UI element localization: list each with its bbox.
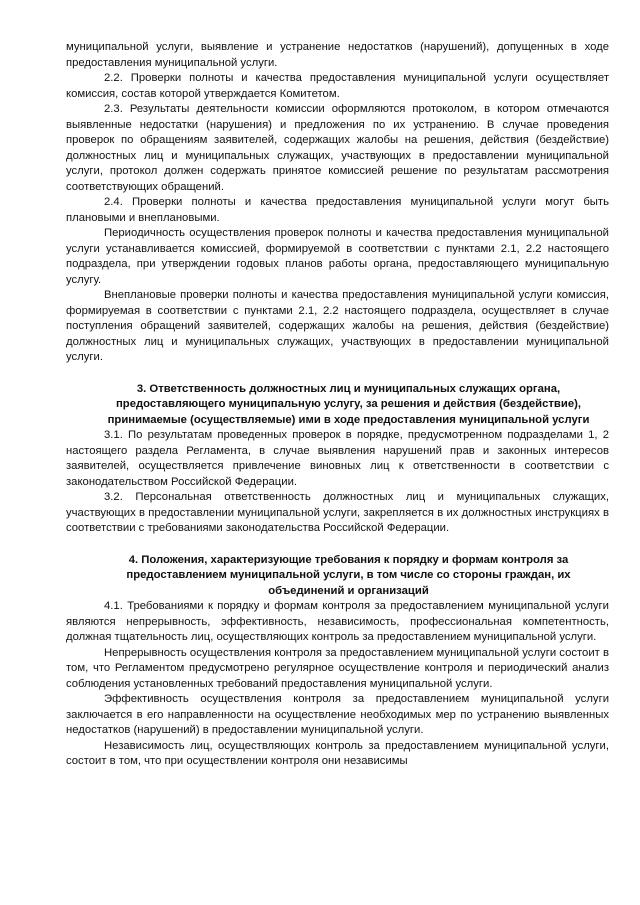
paragraph-unscheduled-checks: Внеплановые проверки полноты и качества предоставления муниципальной услуги комиссия, формируемая в соответствии с пунктами 2.1, 2.2 настоящего подраздела, осуществляет в случае поступления обращений заявителей, содержащих жалобы на решения, действия (бездействие) должностных лиц и муниципальных служащих, участвующих в предоставлении муниципальной услуги.: [66, 289, 609, 363]
section-4-heading: 4. Положения, характеризующие требования к порядку и формам контроля за предоставлением муниципальной услуги, в том числе со стороны граждан, их объединений и организаций: [126, 553, 571, 597]
paragraph-4-1: 4.1. Требованиями к порядку и формам контроля за предоставлением муниципальной услуги являются непрерывность, эффективность, независимость, профессиональная компетентность, должная тщательность лиц, осуществляющих контроль за предоставлением муниципальной услуги.: [66, 600, 609, 643]
paragraph-continuity: Непрерывность осуществления контроля за предоставлением муниципальной услуги состоит в том, что Регламентом предусмотрено регулярное осуществление контроля и периодический анализ соблюдения установленных требований предоставления муниципальной услуги.: [66, 646, 609, 690]
section-3-heading: 3. Ответственность должностных лиц и муниципальных служащих органа, предоставляющего муниципальную услугу, за решения и действия (бездействие), принимаемые (осуществляемые) ими в ходе предоставления муниципальной услуги: [107, 382, 590, 426]
paragraph-continuation: муниципальной услуги, выявление и устранение недостатков (нарушений), допущенных в ходе предоставления муниципальной услуги.: [66, 41, 609, 69]
paragraph-efficiency: Эффективность осуществления контроля за предоставлением муниципальной услуги заключается в его направленности на осуществление необходимых мер по устранению выявленных недостатков (нарушений) в предоставлении муниципальной услуги.: [66, 693, 609, 736]
document-page: [66, 40, 609, 770]
paragraph-independence: Независимость лиц, осуществляющих контроль за предоставлением муниципальной услуги, состоит в том, что при осуществлении контроля они независимы: [66, 739, 609, 767]
paragraph-2-4: 2.4. Проверки полноты и качества предоставления муниципальной услуги могут быть плановыми и внеплановыми.: [66, 196, 609, 224]
paragraph-2-3: 2.3. Результаты деятельности комиссии оформляются протоколом, в котором отмечаются выявленные недостатки (нарушения) и предложения по их устранению. В случае проведения проверок по обращениям заявителей, содержащих жалобы на решения, действия (бездействие) должностных лиц и муниципальных служащих, участвующих в предоставлении муниципальной услуги, протокол должен содержать принятое комиссией решение по результатам рассмотрения соответствующих обращений.: [66, 103, 609, 193]
paragraph-2-2: 2.2. Проверки полноты и качества предоставления муниципальной услуги осуществляет комиссия, состав которой утверждается Комитетом.: [66, 72, 609, 100]
paragraph-periodicity: Периодичность осуществления проверок полноты и качества предоставления муниципальной услуги устанавливается комиссией, формируемой в соответствии с пунктами 2.1, 2.2 настоящего подраздела, при утверждении годовых планов работы органа, предоставляющего муниципальную услугу.: [66, 227, 609, 286]
paragraph-3-1: 3.1. По результатам проведенных проверок в порядке, предусмотренном подразделами 1, 2 настоящего раздела Регламента, в случае выявления нарушений прав и законных интересов заявителей, осуществляется привлечение виновных лиц к ответственности в соответствии с законодательством Российской Федерации.: [66, 429, 609, 488]
paragraph-3-2: 3.2. Персональная ответственность должностных лиц и муниципальных служащих, участвующих в предоставлении муниципальной услуги, закрепляется в их должностных инструкциях в соответствии с требованиями законодательства Российской Федерации.: [66, 491, 609, 534]
